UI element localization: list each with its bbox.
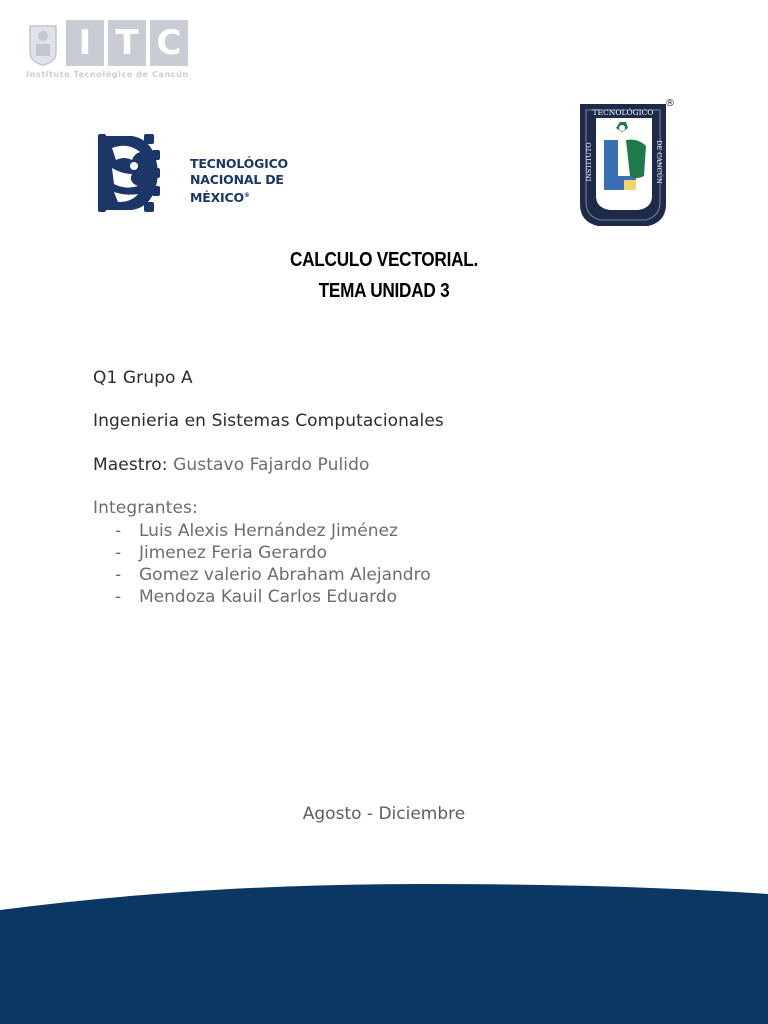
teacher-name: Gustavo Fajardo Pulido bbox=[173, 455, 370, 475]
member-name: Gomez valerio Abraham Alejandro bbox=[139, 565, 431, 585]
itc-seal-icon bbox=[26, 22, 60, 66]
crest-left-text: INSTITUTO bbox=[585, 142, 593, 182]
footer-wave bbox=[0, 870, 768, 1024]
document-title: CALCULO VECTORIAL. bbox=[289, 249, 479, 271]
list-item bbox=[115, 564, 431, 586]
period-text: Agosto - Diciembre bbox=[302, 804, 466, 824]
member-name: Jimenez Feria Gerardo bbox=[139, 543, 328, 563]
tecnm-logo bbox=[98, 130, 308, 216]
tecnm-line1: TECNOLÓGICO bbox=[190, 156, 288, 171]
members-label: Integrantes: bbox=[93, 498, 198, 518]
tecnm-gear-eagle-icon bbox=[98, 130, 160, 216]
members-list bbox=[115, 520, 431, 608]
member-name: Luis Alexis Hernández Jiménez bbox=[139, 521, 398, 541]
list-dash: - bbox=[115, 521, 122, 541]
list-dash: - bbox=[115, 565, 122, 585]
itc-letter-i: I bbox=[66, 20, 104, 66]
list-item bbox=[115, 542, 431, 564]
list-dash: - bbox=[115, 587, 122, 607]
group-text: Q1 Grupo A bbox=[93, 368, 193, 388]
tecnm-wordmark bbox=[190, 156, 308, 206]
member-name: Mendoza Kauil Carlos Eduardo bbox=[139, 587, 397, 607]
itc-crest-logo bbox=[570, 96, 676, 232]
teacher-label: Maestro: bbox=[93, 455, 168, 475]
itc-caption: Instituto Tecnológico de Cancún bbox=[26, 70, 189, 79]
career-text: Ingenieria en Sistemas Computacionales bbox=[93, 411, 444, 431]
crest-top-text: TECNOLÓGICO bbox=[592, 108, 654, 117]
crest-right-text: DE CANCÚN bbox=[655, 140, 663, 184]
list-dash: - bbox=[115, 543, 122, 563]
itc-letters bbox=[66, 20, 188, 66]
list-item bbox=[115, 520, 431, 542]
tecnm-line2: NACIONAL DE MÉXICO® bbox=[190, 172, 284, 206]
itc-letter-t: T bbox=[108, 20, 146, 66]
itc-letter-c: C bbox=[150, 20, 188, 66]
document-subtitle: TEMA UNIDAD 3 bbox=[318, 280, 450, 302]
itc-watermark-logo bbox=[26, 20, 196, 82]
registered-mark: ® bbox=[243, 192, 250, 199]
list-item bbox=[115, 586, 431, 608]
crest-registered-mark: ® bbox=[665, 98, 675, 109]
teacher-line bbox=[93, 455, 370, 475]
